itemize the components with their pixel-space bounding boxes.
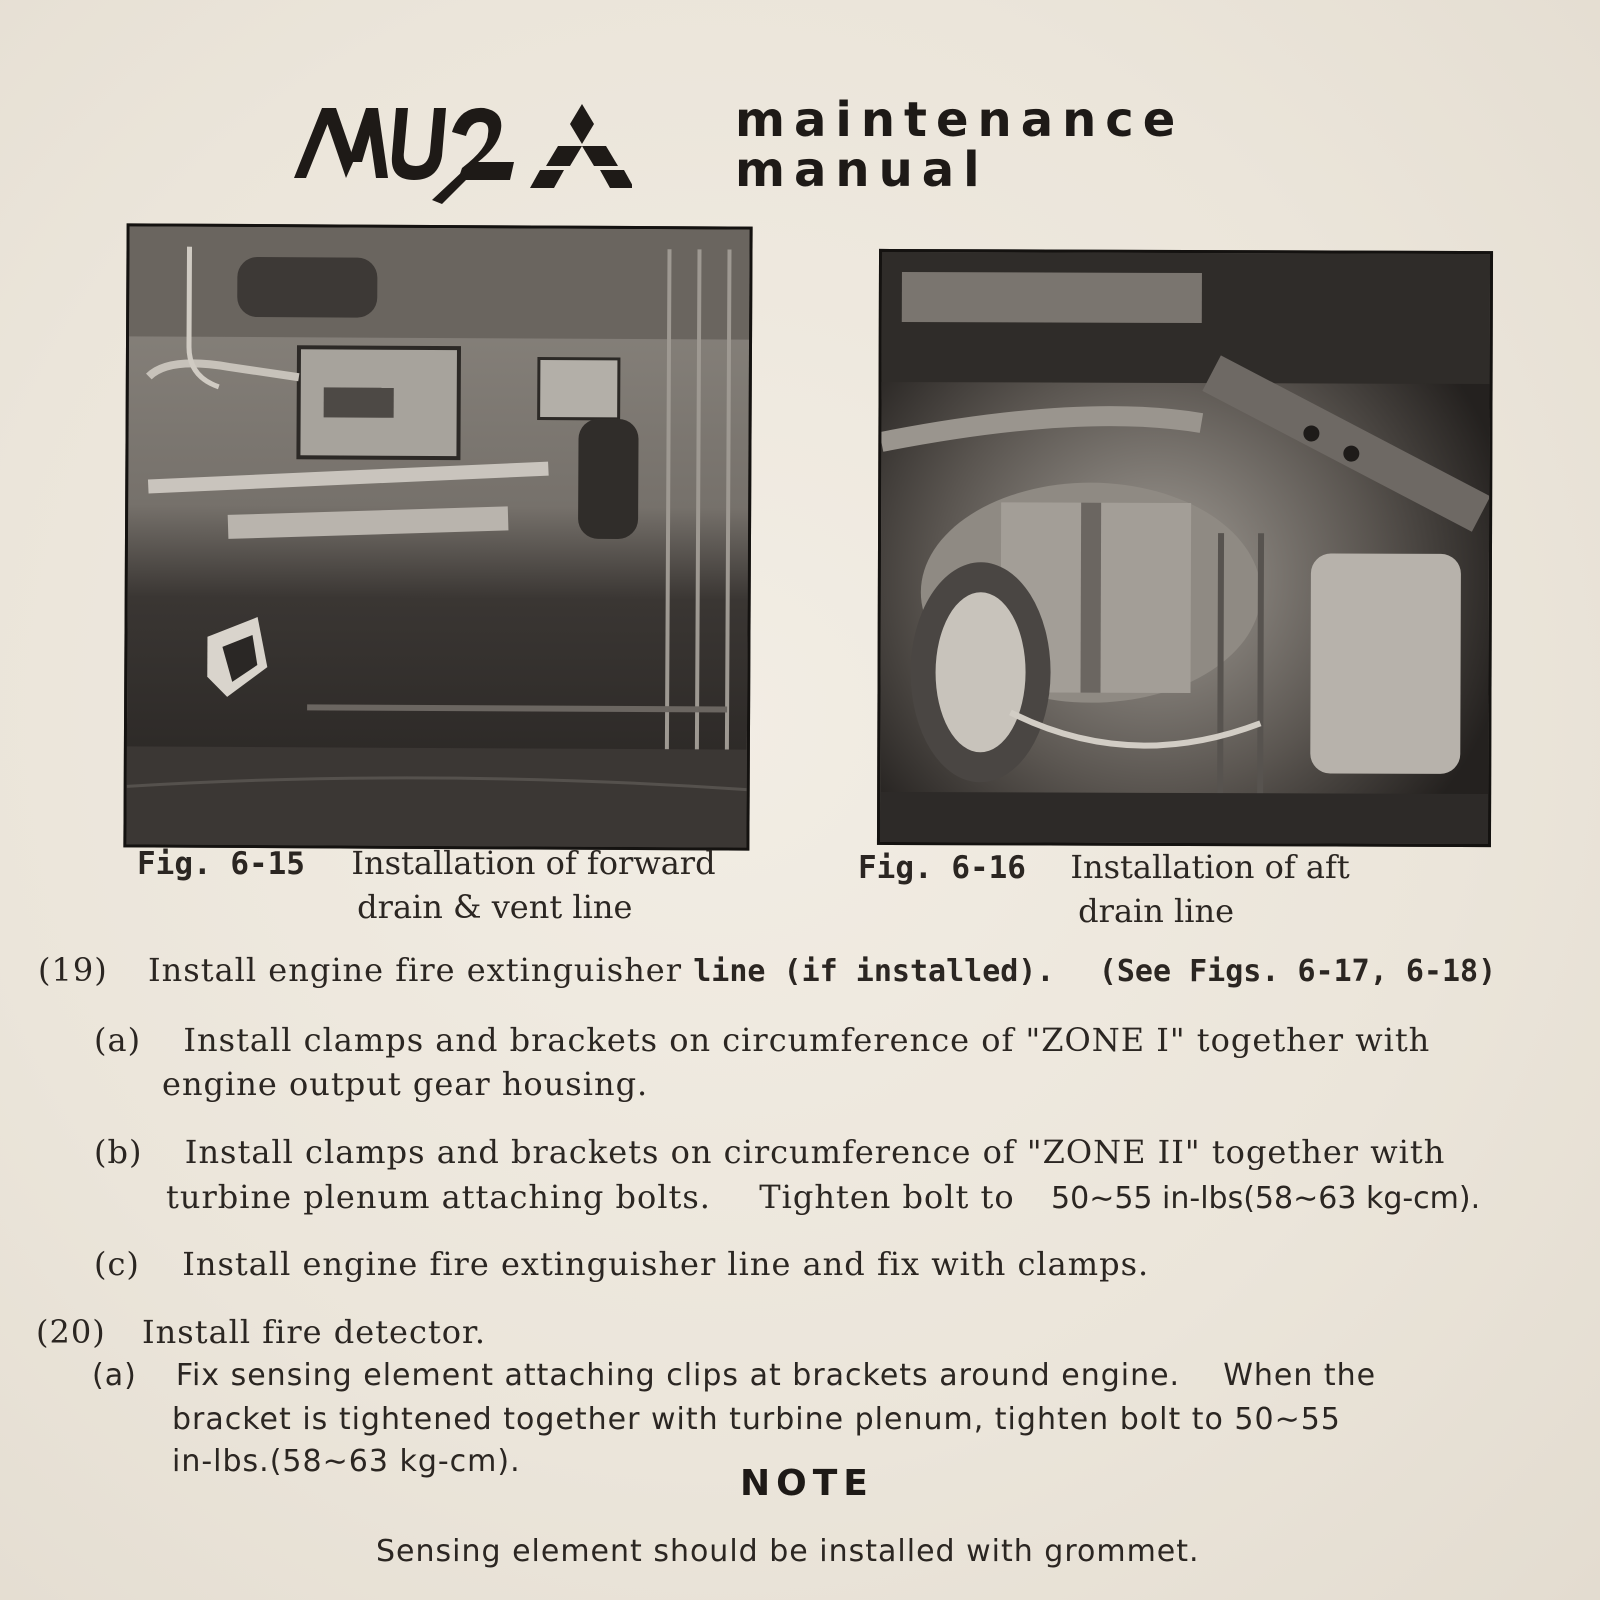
torque-value: 50∼55 in-lbs(58∼63 kg-cm). (1051, 1181, 1481, 1216)
mu2-mitsubishi-logo (292, 100, 632, 205)
substep-label: (a) (94, 1021, 142, 1059)
caption-line-2: drain line (1078, 892, 1235, 930)
substep-text: Install clamps and brackets on circumference of "ZONE I" together with (183, 1021, 1431, 1059)
step-19a-cont: engine output gear housing. (162, 1065, 649, 1103)
substep-text: Fix sensing element attaching clips at brackets around engine. (175, 1358, 1181, 1393)
step-20a-cont: bracket is tightened together with turbine plenum, tighten bolt to 50∼55 (172, 1402, 1341, 1437)
step-19b (94, 1130, 1445, 1174)
step-text: Install engine fire extinguisher (148, 951, 683, 989)
step-text-cont: line (if installed). (693, 954, 1055, 989)
step-number: (19) (38, 951, 108, 989)
title-line-1: maintenance (735, 92, 1185, 148)
step-20a-cont-2: in-lbs.(58∼63 kg-cm). (172, 1444, 521, 1479)
step-19a (94, 1018, 1430, 1062)
figure-number: Fig. 6-16 (858, 850, 1026, 886)
substep-label: (c) (94, 1245, 140, 1283)
step-20 (36, 1310, 486, 1354)
substep-label: (b) (94, 1133, 143, 1171)
substep-text: Install engine fire extinguisher line and fix with clamps. (182, 1245, 1150, 1283)
figure-6-15-caption (137, 842, 716, 929)
figure-reference: (See Figs. 6-17, 6-18) (1098, 954, 1497, 989)
aft-drain-line-photo (877, 249, 1493, 847)
figure-number: Fig. 6-15 (137, 846, 305, 882)
manual-title (735, 92, 1185, 198)
note-text: Sensing element should be installed with grommet. (376, 1534, 1200, 1569)
substep-label: (a) (92, 1358, 137, 1393)
forward-drain-vent-line-photo (123, 223, 752, 850)
step-text: Install fire detector. (142, 1313, 486, 1351)
step-19c (94, 1242, 1149, 1286)
step-19 (38, 948, 1496, 994)
step-number: (20) (36, 1313, 106, 1351)
substep-text: When the (1223, 1358, 1377, 1393)
step-20a (92, 1354, 1376, 1398)
step-19b-cont (166, 1175, 1480, 1221)
title-line-2: manual (735, 142, 989, 198)
caption-line-1: Installation of aft (1070, 848, 1350, 886)
caption-line-1: Installation of forward (351, 844, 716, 882)
caption-line-2: drain & vent line (357, 888, 633, 926)
figure-6-16-caption (858, 846, 1350, 933)
substep-text: Install clamps and brackets on circumference of "ZONE II" together with (184, 1133, 1446, 1171)
note-heading: NOTE (740, 1463, 874, 1504)
substep-text: turbine plenum attaching bolts. (166, 1178, 711, 1216)
substep-text: Tighten bolt to (759, 1178, 1015, 1216)
